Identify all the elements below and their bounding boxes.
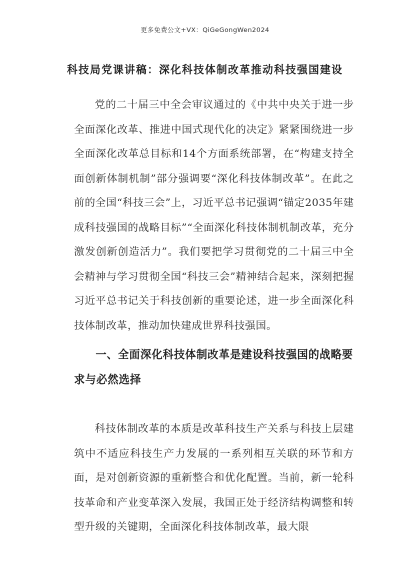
section-heading: 一、全面深化科技体制改革是建设科技强国的战略要求与必然选择: [74, 348, 354, 386]
header-note: 更多免费公文+VX：QiGeGongWen2024: [140, 26, 270, 34]
paragraph-body: 科技体制改革的本质是改革科技生产关系与科技上层建筑中不适应科技生产力发展的一系列相互关联的环节和方面，是对创新资源的重新整合和优化配置。当前，新一轮科技革命和产业变革深入发展，我国正处于经济结构调整和转型升级的关键期，全面深化科技体制改革，最大限: [74, 423, 354, 533]
document-title: 科技局党课讲稿：深化科技体制改革推动科技强国建设: [67, 64, 343, 76]
paragraph-intro: 党的二十届三中全会审议通过的《中共中央关于进一步全面深化改革、推进中国式现代化的决定》紧紧围绕进一步全面深化改革总目标和14个方面系统部署，在“构建支持全面创新体制机制”部分强调要“深化科技体制改革”。在此之前的全国“科技三会”上，习近平总书记强调“锚定2035年建成科技强国的战略目标”“全面深化科技体制机制改革，充分激发创新创造活力”。我们要把学习贯彻党的二十届三中全会精神与学习贯彻全国“科技三会”精神结合起来，深刻把握习近平总书记关于科技创新的重要论述，进一步全面深化科技体制改革，推动加快建成世界科技强国。: [74, 99, 354, 332]
